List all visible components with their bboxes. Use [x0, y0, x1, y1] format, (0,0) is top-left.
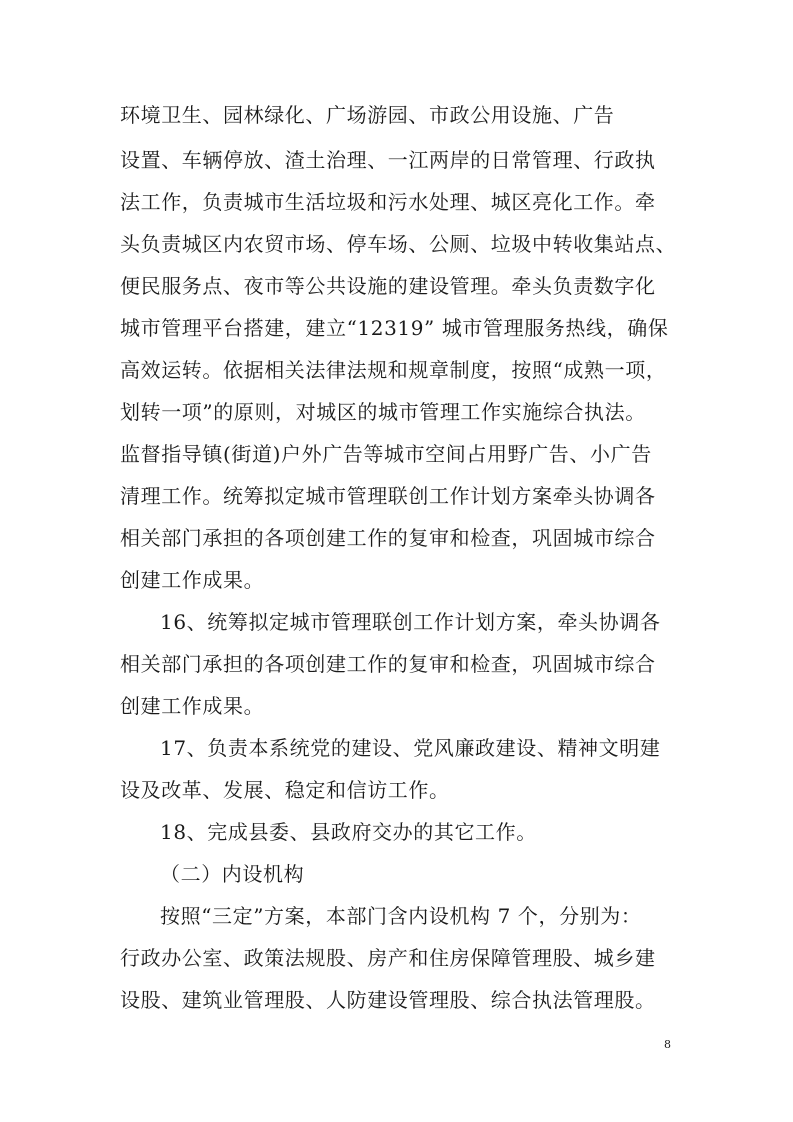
paragraph-start: 按照“三定”方案，本部门含内设机构 7 个，分别为：: [160, 904, 642, 928]
text-line: 头负责城区内农贸市场、停车场、公厕、垃圾中转收集站点、: [120, 232, 677, 256]
text-line: 设置、车辆停放、渣土治理、一江两岸的日常管理、行政执: [120, 148, 656, 172]
text-line: 环境卫生、园林绿化、广场游园、市政公用设施、广告: [120, 103, 615, 127]
text-line: 行政办公室、政策法规股、房产和住房保障管理股、城乡建: [120, 946, 656, 970]
page-number: 8: [664, 1038, 671, 1051]
text-line: 创建工作成果。: [120, 694, 265, 718]
text-line: 划转一项”的原则，对城区的城市管理工作实施综合执法。: [120, 400, 646, 424]
paragraph-17-start: 17、负责本系统党的建设、党风廉政建设、精神文明建: [160, 736, 661, 760]
text-line: 设股、建筑业管理股、人防建设管理股、综合执法管理股。: [120, 988, 656, 1012]
text-line: 监督指导镇(街道)户外广告等城市空间占用野广告、小广告: [120, 442, 652, 466]
text-line: 城市管理平台搭建，建立“12319” 城市管理服务热线，确保: [120, 316, 669, 340]
text-line: 相关部门承担的各项创建工作的复审和检查，巩固城市综合: [120, 652, 656, 676]
paragraph-16-start: 16、统筹拟定城市管理联创工作计划方案，牵头协调各: [160, 610, 661, 634]
text-line: 高效运转。依据相关法律法规和规章制度，按照“成熟一项，: [120, 358, 667, 382]
text-line: 设及改革、发展、稳定和信访工作。: [120, 778, 450, 802]
text-line: 清理工作。统筹拟定城市管理联创工作计划方案牵头协调各: [120, 484, 656, 508]
section-heading: （二）内设机构: [160, 862, 305, 886]
text-line: 法工作，负责城市生活垃圾和污水处理、城区亮化工作。牵: [120, 190, 656, 214]
text-line: 相关部门承担的各项创建工作的复审和检查，巩固城市综合: [120, 526, 656, 550]
text-line: 便民服务点、夜市等公共设施的建设管理。牵头负责数字化: [120, 274, 656, 298]
text-line: 创建工作成果。: [120, 568, 265, 592]
paragraph-18: 18、完成县委、县政府交办的其它工作。: [160, 820, 537, 844]
